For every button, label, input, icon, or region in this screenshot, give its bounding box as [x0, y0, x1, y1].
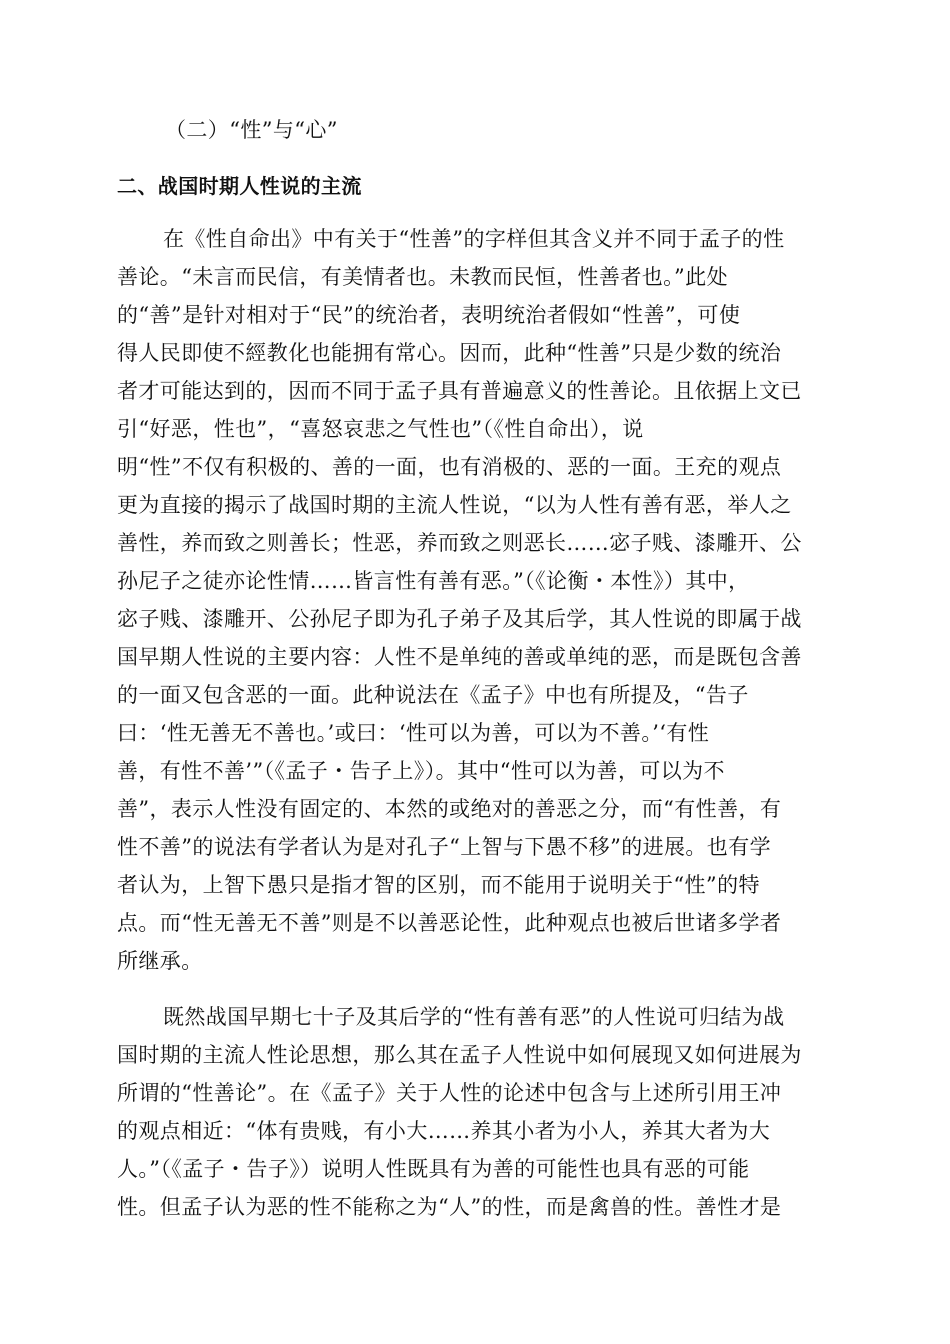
text-line: 所继承。 — [117, 949, 203, 973]
text-line: 善性，养而致之则善长；性恶，养而致之则恶长……宓子贱、漆雕开、公 — [117, 531, 802, 555]
text-line: 人。”（《孟子・告子》）说明人性既具有为善的可能性也具有恶的可能 — [117, 1157, 750, 1181]
text-line: 孙尼子之徒亦论性情……皆言性有善有恶。”（《论衡・本性》）其中， — [117, 569, 750, 593]
text-line: 的观点相近：“体有贵贱，有小大……养其小者为小人，养其大者为大 — [117, 1119, 771, 1143]
text-line: 既然战国早期七十子及其后学的“性有善有恶”的人性说可归结为战 — [163, 1005, 785, 1029]
section-subheading: （二）“性”与“心” — [165, 118, 338, 142]
text-line: 的一面又包含恶的一面。此种说法在《孟子》中也有所提及，“告子 — [117, 683, 749, 707]
text-line: 性。但孟子认为恶的性不能称之为“人”的性，而是禽兽的性。善性才是 — [117, 1195, 782, 1219]
text-line: 点。而“性无善无不善”则是不以善恶论性，此种观点也被后世诸多学者 — [117, 911, 782, 935]
text-line: 所谓的“性善论”。在《孟子》关于人性的论述中包含与上述所引用王冲 — [117, 1081, 782, 1105]
text-line: 宓子贱、漆雕开、公孙尼子即为孔子弟子及其后学，其人性说的即属于战 — [117, 607, 802, 631]
text-line: 曰：‘性无善无不善也。’或曰：‘性可以为善，可以为不善。’‘有性 — [117, 721, 710, 745]
text-line: 得人民即使不經教化也能拥有常心。因而，此种“性善”只是少数的统治 — [117, 341, 782, 365]
text-line: 善论。“未言而民信，有美情者也。未教而民恒，性善者也。”此处 — [117, 265, 728, 289]
text-line: 善”，表示人性没有固定的、本然的或绝对的善恶之分，而“有性善，有 — [117, 797, 782, 821]
text-line: 者认为，上智下愚只是指才智的区别，而不能用于说明关于“性”的特 — [117, 873, 760, 897]
text-line: 更为直接的揭示了战国时期的主流人性说，“以为人性有善有恶，举人之 — [117, 493, 792, 517]
text-line: 性不善”的说法有学者认为是对孔子“上智与下愚不移”的进展。也有学 — [117, 835, 772, 859]
text-line: 明“性”不仅有积极的、善的一面，也有消极的、恶的一面。王充的观点 — [117, 455, 782, 479]
text-line: 者才可能达到的，因而不同于孟子具有普遍意义的性善论。且依据上文已 — [117, 379, 802, 403]
text-line: 国早期人性说的主要内容：人性不是单纯的善或单纯的恶，而是既包含善 — [117, 645, 802, 669]
text-line: 在《性自命出》中有关于“性善”的字样但其含义并不同于孟子的性 — [163, 227, 785, 251]
text-line: 国时期的主流人性论思想，那么其在孟子人性说中如何展现又如何进展为 — [117, 1043, 802, 1067]
text-line: 引“好恶，性也”，“喜怒哀悲之气性也”（《性自命出），说 — [117, 417, 644, 441]
section-heading: 二、战国时期人性说的主流 — [117, 174, 362, 198]
text-line: 的“善”是针对相对于“民”的统治者，表明统治者假如“性善”，可使 — [117, 303, 741, 327]
text-line: 善，有性不善’”（《孟子・告子上》）。其中“性可以为善，可以为不 — [117, 759, 725, 783]
